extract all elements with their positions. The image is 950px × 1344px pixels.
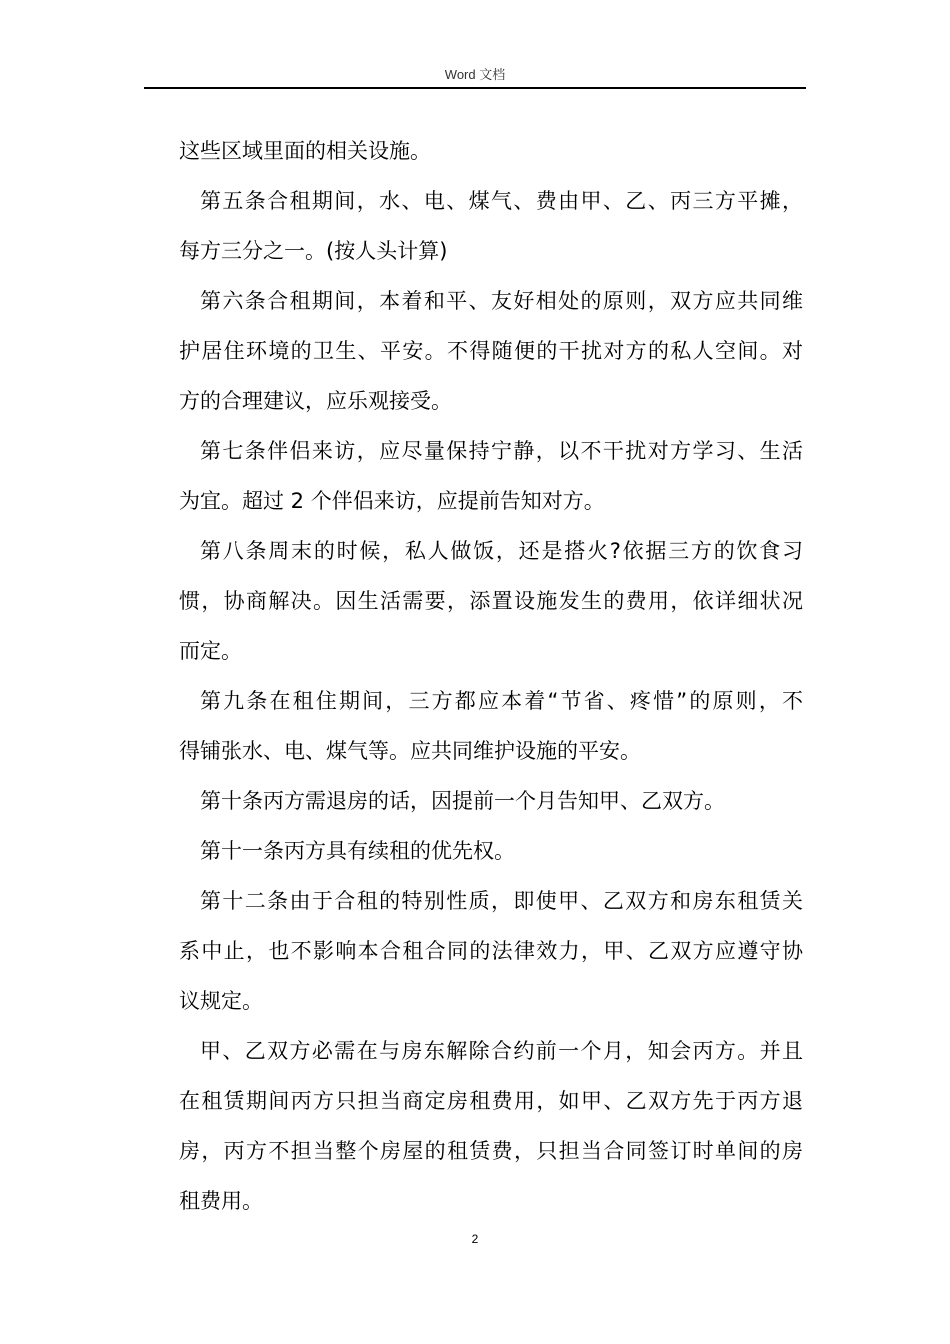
text-line: 第六条合租期间，本着和平、友好相处的原则，双方应共同维 <box>200 289 803 313</box>
paragraph <box>179 176 803 276</box>
paragraph <box>179 776 803 826</box>
paragraph <box>179 676 803 776</box>
text-line: 第十一条丙方具有续租的优先权。 <box>200 839 515 863</box>
text-line: 系中止，也不影响本合租合同的法律效力，甲、乙双方应遵守协 <box>179 939 803 963</box>
text-line: 租费用。 <box>179 1189 263 1213</box>
text-line: 护居住环境的卫生、平安。不得随便的干扰对方的私人空间。对 <box>179 339 803 363</box>
text-line: 第八条周末的时候，私人做饭，还是搭火?依据三方的饮食习 <box>200 539 803 563</box>
text-line: 每方三分之一。(按人头计算) <box>179 239 448 263</box>
document-body <box>179 126 803 1226</box>
text-line: 惯，协商解决。因生活需要，添置设施发生的费用，依详细状况 <box>179 589 803 613</box>
text-line: 而定。 <box>179 639 242 663</box>
text-line: 第七条伴侣来访，应尽量保持宁静，以不干扰对方学习、生活 <box>200 439 803 463</box>
page-number: 2 <box>471 1232 479 1246</box>
paragraph <box>179 1026 803 1226</box>
header-title: Word 文档 <box>444 67 506 82</box>
text-line: 第十条丙方需退房的话，因提前一个月告知甲、乙双方。 <box>200 789 725 813</box>
text-line: 这些区域里面的相关设施。 <box>179 139 431 163</box>
text-line: 议规定。 <box>179 989 263 1013</box>
text-line: 第五条合租期间，水、电、煤气、费由甲、乙、丙三方平摊， <box>200 189 803 213</box>
paragraph <box>179 126 803 176</box>
text-line: 房，丙方不担当整个房屋的租赁费，只担当合同签订时单间的房 <box>179 1139 803 1163</box>
paragraph <box>179 426 803 526</box>
paragraph <box>179 276 803 426</box>
paragraph <box>179 526 803 676</box>
paragraph <box>179 876 803 1026</box>
text-line: 第九条在租住期间，三方都应本着“节省、疼惜”的原则，不 <box>200 689 803 713</box>
text-line: 方的合理建议，应乐观接受。 <box>179 389 452 413</box>
paragraph <box>179 826 803 876</box>
text-line: 得铺张水、电、煤气等。应共同维护设施的平安。 <box>179 739 641 763</box>
text-line: 甲、乙双方必需在与房东解除合约前一个月，知会丙方。并且 <box>200 1039 803 1063</box>
text-line: 在租赁期间丙方只担当商定房租费用，如甲、乙双方先于丙方退 <box>179 1089 803 1113</box>
header-divider <box>144 87 806 89</box>
text-line: 第十二条由于合租的特别性质，即使甲、乙双方和房东租赁关 <box>200 889 803 913</box>
text-line: 为宜。超过 2 个伴侣来访，应提前告知对方。 <box>179 489 605 513</box>
